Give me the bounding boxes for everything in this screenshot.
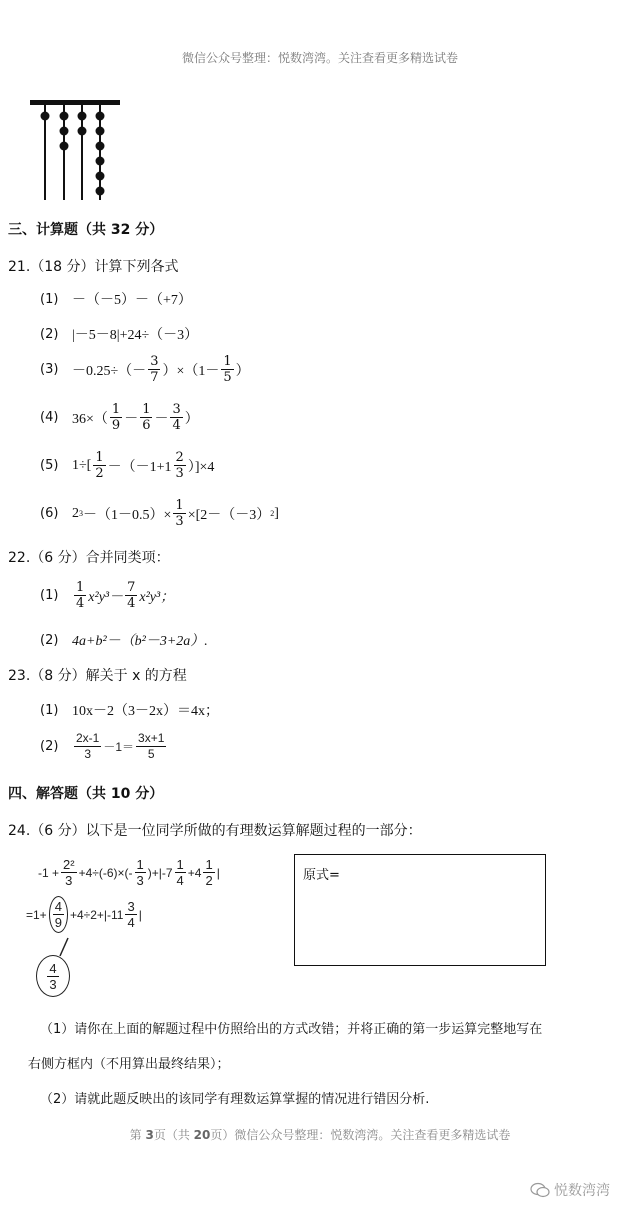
answer-box — [294, 854, 546, 966]
q21-part5: (5) 1÷[ $\frac{1}{2}$ －（－1+1 $\frac{2}{3}$ ）]×4 — [40, 450, 215, 481]
q24-instruction-1-cont: 右侧方框内（不用算出最终结果）； — [28, 1057, 230, 1072]
correction-circle: $\frac{4}{3}$ — [36, 955, 70, 997]
abacus-figure — [28, 96, 124, 204]
abacus-bar — [30, 100, 120, 105]
circled-error: $\frac{4}{9}$ — [49, 896, 68, 933]
q21-part1: (1) －（－5）－（+7） — [40, 291, 192, 308]
watermark: 悦数湾湾 — [530, 1180, 610, 1200]
q24-instruction-1: （1）请你在上面的解题过程中仿照给出的方式改错；并将正确的第一步运算完整地写在 — [40, 1022, 543, 1037]
answer-box-label: 原式= — [303, 868, 340, 883]
q21-part2: (2) |－5－8|+24÷（－3） — [40, 326, 199, 343]
q21-part4: (4) 36×（ $\frac{1}{9}$ － $\frac{1}{6}$ － $\frac{3}{4}$ ） — [40, 402, 199, 433]
q23-part1: (1) 10x－2（3－2x）＝4x； — [40, 702, 219, 719]
q23-title: 23.（8 分）解关于 x 的方程 — [8, 668, 187, 684]
q23-part2: (2) $\frac{2x-1}{3}$ －1＝ $\frac{3x+1}{5}$ — [40, 731, 165, 761]
q22-part2: (2) 4a+b²－（b²－3+2a）. — [40, 632, 208, 649]
q22-title: 22.（6 分）合并同类项： — [8, 550, 170, 566]
page-header: 微信公众号整理：悦数湾湾。关注查看更多精选试卷 — [181, 51, 458, 65]
q24-title: 24.（6 分）以下是一位同学所做的有理数运算解题过程的一部分： — [8, 823, 422, 839]
student-work-line-2: =1+ $\frac{4}{9}$ +4÷2+|-11 $\frac{3}{4}$ | — [26, 896, 142, 933]
page-footer: 第 3页（共 20页）微信公众号整理：悦数湾湾。关注查看更多精选试卷 — [129, 1128, 511, 1142]
q22-part1: (1) $\frac{1}{4}$ x²y³－ $\frac{7}{4}$ x²y³； — [40, 580, 175, 611]
q21-title: 21.（18 分）计算下列各式 — [8, 259, 179, 275]
section-4-title: 四、解答题（共 10 分） — [8, 786, 164, 802]
student-work-line-1: -1 + $\frac{\text{2²}}{3}$ +4÷(-6)×(- $\frac{1}{3}$ )+|-7 $\frac{1}{4}$ +4 $\frac{1}{2}$ | — [38, 857, 220, 888]
q21-part3: (3) －0.25÷（－ $\frac{3}{7}$ ）×（1－ $\frac{1}{5}$ ） — [40, 354, 250, 385]
q24-instruction-2: （2）请就此题反映出的该同学有理数运算掌握的情况进行错因分析. — [40, 1092, 430, 1107]
q21-part6: (6) 2 3 －（1－0.5）× $\frac{1}{3}$ ×[2－（－3） 2 ] — [40, 498, 279, 529]
wechat-icon — [530, 1182, 550, 1198]
section-3-title: 三、计算题（共 32 分） — [8, 222, 164, 238]
